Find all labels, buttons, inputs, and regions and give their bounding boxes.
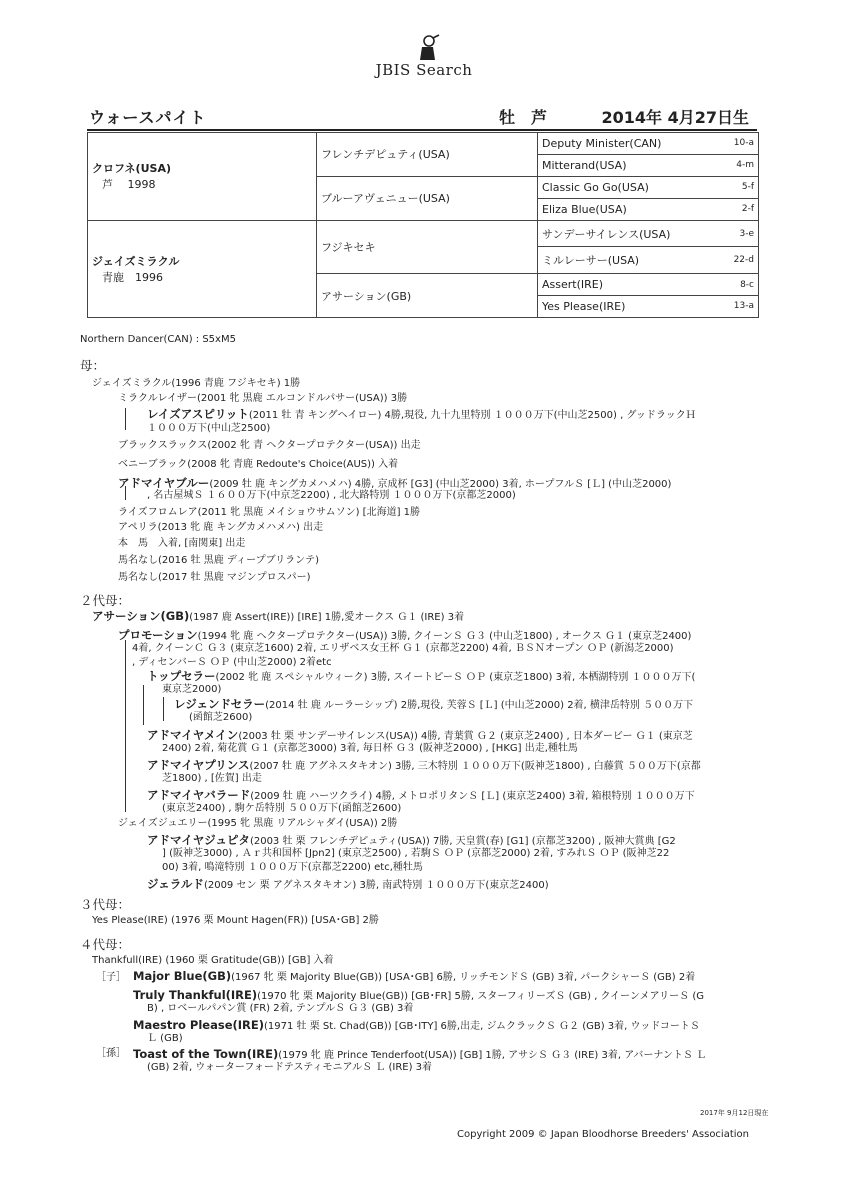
record-text: (2009 牡 鹿 キングカメハメハ) 4勝, 京成杯 [G3] (中山芝2000) 3着, ホープフルＳ [Ｌ] (中山芝2000) bbox=[209, 479, 672, 490]
record-text: , ディセンバーＳ ＯＰ (中山芝2000) 2着etc bbox=[132, 657, 332, 668]
dam-name: ジェイズミラクル bbox=[92, 254, 180, 268]
pedigree-g3[interactable]: Yes Please(IRE) 13-a bbox=[538, 295, 759, 317]
progeny-line[interactable] bbox=[147, 670, 695, 684]
record-text: Yes Please(IRE) (1976 栗 Mount Hagen(FR)) [USA･GB] 2勝 bbox=[92, 915, 379, 926]
record-text: Ｌ (GB) bbox=[147, 1033, 183, 1044]
progeny-line bbox=[118, 818, 397, 830]
record-text: 馬名なし(2017 牡 黒鹿 マジンプロスパー) bbox=[118, 572, 311, 583]
horse-link[interactable]: アサーション(GB) bbox=[92, 609, 190, 623]
horse-link[interactable]: Truly Thankful(IRE) bbox=[133, 988, 258, 1002]
horse-link[interactable]: アドマイヤプリンス bbox=[147, 758, 250, 772]
progeny-line[interactable] bbox=[147, 878, 549, 892]
record-text: (2002 牝 鹿 スペシャルウィーク) 3勝, スイートピーＳ ＯＰ (東京芝1800) 3着, 本栖湖特別 １０００万下( bbox=[215, 672, 696, 683]
record-text: (2007 牡 鹿 アグネスタキオン) 3勝, 三木特別 １０００万下(阪神芝1800) , 白藤賞 ５００万下(京都 bbox=[249, 761, 701, 772]
progeny-line bbox=[118, 459, 398, 471]
horse-link[interactable]: プロモーション bbox=[118, 628, 198, 642]
progeny-line bbox=[162, 803, 401, 815]
pedigree-dam-dam[interactable]: アサーション(GB) bbox=[317, 274, 538, 318]
jbis-logo[interactable] bbox=[0, 38, 848, 79]
horse-jockey-icon bbox=[412, 34, 442, 64]
progeny-line[interactable] bbox=[147, 789, 695, 803]
pedigree-dam[interactable] bbox=[88, 220, 317, 317]
progeny-line bbox=[147, 1062, 432, 1074]
sire-name: クロフネ(USA) bbox=[92, 162, 171, 176]
progeny-line[interactable] bbox=[133, 970, 695, 984]
tag-grandchild: ［孫］ bbox=[96, 1048, 126, 1059]
record-text: (1994 牝 鹿 ヘクタープロテクター(USA)) 3勝, クイーンＳ Ｇ３ (中山芝1800) , オークス Ｇ１ (東京芝2400) bbox=[197, 631, 692, 642]
record-text: (2009 セン 栗 アグネスタキオン) 3勝, 南武特別 １０００万下(東京芝2400) bbox=[203, 880, 549, 891]
section-dam: 母： bbox=[80, 358, 106, 373]
horse-link[interactable]: アドマイヤバラード bbox=[147, 788, 251, 802]
as-of-date: 2017年 9月12日現在 bbox=[700, 1109, 769, 1117]
progeny-line[interactable] bbox=[133, 989, 704, 1003]
record-text: ジェイズミラクル(1996 青鹿 フジキセキ) 1勝 bbox=[92, 378, 301, 389]
pedigree-g3[interactable]: Mitterand(USA) 4-m bbox=[538, 154, 759, 176]
progeny-line[interactable] bbox=[147, 759, 701, 773]
horse-name: ウォースパイト bbox=[89, 108, 207, 127]
sire-info: 芦 1998 bbox=[102, 178, 156, 192]
record-text: 00) 3着, 鳴滝特別 １０００万下(京都芝2200) etc,種牡馬 bbox=[162, 862, 423, 873]
record-text: (1987 鹿 Assert(IRE)) [IRE] 1勝,愛オークス Ｇ１ (IRE) 3着 bbox=[189, 612, 465, 623]
progeny-line bbox=[118, 440, 421, 452]
tree-line bbox=[143, 685, 144, 725]
record-text: (2014 牡 鹿 ルーラーシップ) 2勝,現役, 芙蓉Ｓ [Ｌ] (中山芝2000) 2着, 横津岳特別 ５００万下 bbox=[265, 700, 694, 711]
progeny-line[interactable] bbox=[133, 1048, 706, 1062]
logo-text: JBIS Search bbox=[375, 61, 473, 79]
tree-line bbox=[163, 697, 164, 721]
progeny-line bbox=[162, 848, 669, 860]
horse-link[interactable]: レイズアスピリット bbox=[147, 407, 249, 421]
section-g2dam: ２代母： bbox=[80, 593, 131, 608]
pedigree-g3[interactable]: Eliza Blue(USA) 2-f bbox=[538, 198, 759, 220]
record-text: 東京芝2000) bbox=[162, 684, 222, 695]
pedigree-table bbox=[87, 132, 759, 318]
horse-link[interactable]: Major Blue(GB) bbox=[133, 969, 232, 983]
record-text: ブラックスラックス(2002 牝 青 ヘクタープロテクター(USA)) 出走 bbox=[118, 440, 421, 451]
progeny-line[interactable] bbox=[133, 1019, 700, 1033]
record-text: ライズフロムレア(2011 牝 黒鹿 メイショウサムソン) [北海道] 1勝 bbox=[118, 507, 421, 518]
record-text: (1979 牝 鹿 Prince Tenderfoot(USA)) [GB] 1勝, アサシＳ Ｇ３ (IRE) 3着, アバーナントＳ Ｌ bbox=[278, 1050, 707, 1061]
dam-info: 青鹿 1996 bbox=[102, 270, 163, 284]
progeny-line bbox=[147, 490, 516, 502]
horse-link[interactable]: ジェラルド bbox=[147, 877, 204, 891]
record-text: (2003 牡 栗 サンデーサイレンス(USA)) 4勝, 青葉賞 Ｇ２ (東京芝2400) , 日本ダービー Ｇ１ (東京芝 bbox=[238, 731, 693, 742]
progeny-line[interactable] bbox=[118, 629, 691, 643]
horse-link[interactable]: アドマイヤメイン bbox=[147, 728, 239, 742]
record-text: ミラクルレイザー(2001 牝 黒鹿 エルコンドルパサー(USA)) 3勝 bbox=[118, 393, 408, 404]
record-text: アペリラ(2013 牝 鹿 キングカメハメハ) 出走 bbox=[118, 522, 324, 533]
horse-birth-date: 2014年 4月27日生 bbox=[601, 108, 749, 127]
progeny-line bbox=[147, 423, 270, 435]
record-text: 2400) 2着, 菊花賞 Ｇ１ (京都芝3000) 3着, 毎日杯 Ｇ３ (阪神芝2000) , [HKG] 出走,種牡馬 bbox=[162, 743, 578, 754]
progeny-line[interactable] bbox=[147, 408, 696, 422]
horse-sex-color: 牡 芦 bbox=[499, 108, 548, 127]
progeny-line bbox=[162, 684, 221, 696]
progeny-line bbox=[118, 555, 319, 567]
horse-title-row bbox=[87, 103, 757, 131]
record-text: (東京芝2400) , 駒ケ岳特別 ５００万下(函館芝2600) bbox=[162, 803, 402, 814]
record-text: , 名古屋城Ｓ １６００万下(中京芝2200) , 北大路特別 １０００万下(京都芝2000) bbox=[147, 490, 516, 501]
section-g3dam: ３代母： bbox=[80, 897, 131, 912]
record-text: (函館芝2600) bbox=[189, 712, 253, 723]
progeny-line[interactable] bbox=[147, 834, 676, 848]
pedigree-sire[interactable] bbox=[88, 133, 317, 221]
record-text: (2009 牡 鹿 ハーツクライ) 4勝, メトロポリタンＳ [Ｌ] (東京芝2400) 3着, 箱根特別 １０００万下 bbox=[250, 791, 695, 802]
record-text: (2003 牡 栗 フレンチデピュティ(USA)) 7勝, 天皇賞(春) [G1] (京都芝3200) , 阪神大賞典 [G2 bbox=[249, 836, 676, 847]
section-g4dam: ４代母： bbox=[80, 937, 131, 952]
tag-child: ［子］ bbox=[96, 972, 126, 983]
inbreeding-note: Northern Dancer(CAN) : S5xM5 bbox=[80, 334, 236, 345]
progeny-line bbox=[118, 507, 420, 519]
record-text: ベニーブラック(2008 牝 青鹿 Redoute's Choice(AUS)) 入着 bbox=[118, 459, 399, 470]
progeny-line bbox=[118, 538, 245, 550]
progeny-line[interactable] bbox=[174, 698, 693, 712]
progeny-line bbox=[132, 657, 332, 669]
progeny-line bbox=[92, 915, 379, 927]
pedigree-g3[interactable]: Deputy Minister(CAN) 10-a bbox=[538, 133, 759, 155]
horse-link[interactable]: レジェンドセラー bbox=[174, 697, 266, 711]
horse-link[interactable]: アドマイヤジュピタ bbox=[147, 833, 250, 847]
progeny-line bbox=[118, 393, 407, 405]
progeny-line[interactable] bbox=[92, 610, 464, 624]
record-text: (GB) 2着, ウォーターフォードテスティモニアルＳ Ｌ (IRE) 3着 bbox=[147, 1062, 433, 1073]
progeny-line bbox=[189, 712, 252, 724]
progeny-line bbox=[132, 643, 674, 655]
pedigree-sire-sire[interactable]: フレンチデピュティ(USA) bbox=[317, 133, 538, 177]
record-text: ] (阪神芝3000) , Ａｒ共和国杯 [Jpn2] (東京芝2500) , 若駒Ｓ ＯＰ (京都芝2000) 2着, すみれＳ ＯＰ (阪神芝22 bbox=[162, 848, 670, 859]
progeny-line bbox=[92, 955, 334, 967]
pedigree-g3[interactable]: Assert(IRE) 8-c bbox=[538, 274, 759, 296]
record-text: 芝1800) , [佐賀] 出走 bbox=[162, 773, 262, 784]
record-text: ジェイズジュエリー(1995 牝 黒鹿 リアルシャダイ(USA)) 2勝 bbox=[118, 818, 398, 829]
record-text: １０００万下(中山芝2500) bbox=[147, 423, 271, 434]
pedigree-sire-dam[interactable]: ブルーアヴェニュー(USA) bbox=[317, 176, 538, 220]
record-text: (2011 牡 青 キングヘイロー) 4勝,現役, 九十九里特別 １０００万下(中山芝2500) , グッドラックＨ bbox=[248, 410, 696, 421]
horse-link[interactable]: アドマイヤブルー bbox=[118, 476, 210, 490]
horse-link[interactable]: トップセラー bbox=[147, 669, 216, 683]
progeny-line bbox=[147, 1003, 413, 1015]
record-text: (1970 牝 栗 Majority Blue(GB)) [GB･FR] 5勝, スターフィリーズＳ (GB) , クイーンメアリーＳ (G bbox=[257, 991, 704, 1002]
record-text: (1971 牡 栗 St. Chad(GB)) [GB･ITY] 6勝,出走, ジムクラックＳ Ｇ２ (GB) 3着, ウッドコートＳ bbox=[264, 1021, 700, 1032]
progeny-line bbox=[162, 862, 423, 874]
tree-line bbox=[125, 640, 126, 812]
progeny-line bbox=[162, 773, 262, 785]
pedigree-g3[interactable]: Classic Go Go(USA) 5-f bbox=[538, 176, 759, 198]
record-text: 4着, クイーンＣ Ｇ３ (東京芝1600) 2着, エリザベス女王杯 Ｇ１ (京都芝2200) 4着, ＢＳＮオープン ＯＰ (新潟芝2000) bbox=[132, 643, 674, 654]
pedigree-dam-sire[interactable]: フジキセキ bbox=[317, 220, 538, 273]
record-text: (1967 牝 栗 Majority Blue(GB)) [USA･GB] 6勝, リッチモンドＳ (GB) 3着, パークシャーＳ (GB) 2着 bbox=[231, 972, 696, 983]
progeny-line bbox=[118, 522, 323, 534]
record-text: 馬名なし(2016 牡 黒鹿 ディープブリランテ) bbox=[118, 555, 320, 566]
tree-line bbox=[125, 408, 126, 430]
copyright: Copyright 2009 © Japan Bloodhorse Breeders' Association bbox=[457, 1129, 749, 1140]
record-text: 本 馬 入着, [南関東] 出走 bbox=[118, 538, 246, 549]
horse-link[interactable]: Toast of the Town(IRE) bbox=[133, 1047, 279, 1061]
progeny-line bbox=[118, 572, 311, 584]
progeny-line bbox=[147, 1033, 183, 1045]
pedigree-g3[interactable]: ミルレーサー(USA) 22-d bbox=[538, 247, 759, 274]
progeny-line[interactable] bbox=[147, 729, 693, 743]
progeny-line bbox=[92, 378, 300, 390]
progeny-line[interactable] bbox=[118, 477, 671, 491]
record-text: B) , ロベールパパン賞 (FR) 2着, テンプルＳ Ｇ３ (GB) 3着 bbox=[147, 1003, 414, 1014]
pedigree-g3[interactable]: サンデーサイレンス(USA) 3-e bbox=[538, 220, 759, 247]
progeny-line bbox=[162, 743, 578, 755]
horse-link[interactable]: Maestro Please(IRE) bbox=[133, 1018, 264, 1032]
record-text: Thankfull(IRE) (1960 栗 Gratitude(GB)) [GB] 入着 bbox=[92, 955, 334, 966]
